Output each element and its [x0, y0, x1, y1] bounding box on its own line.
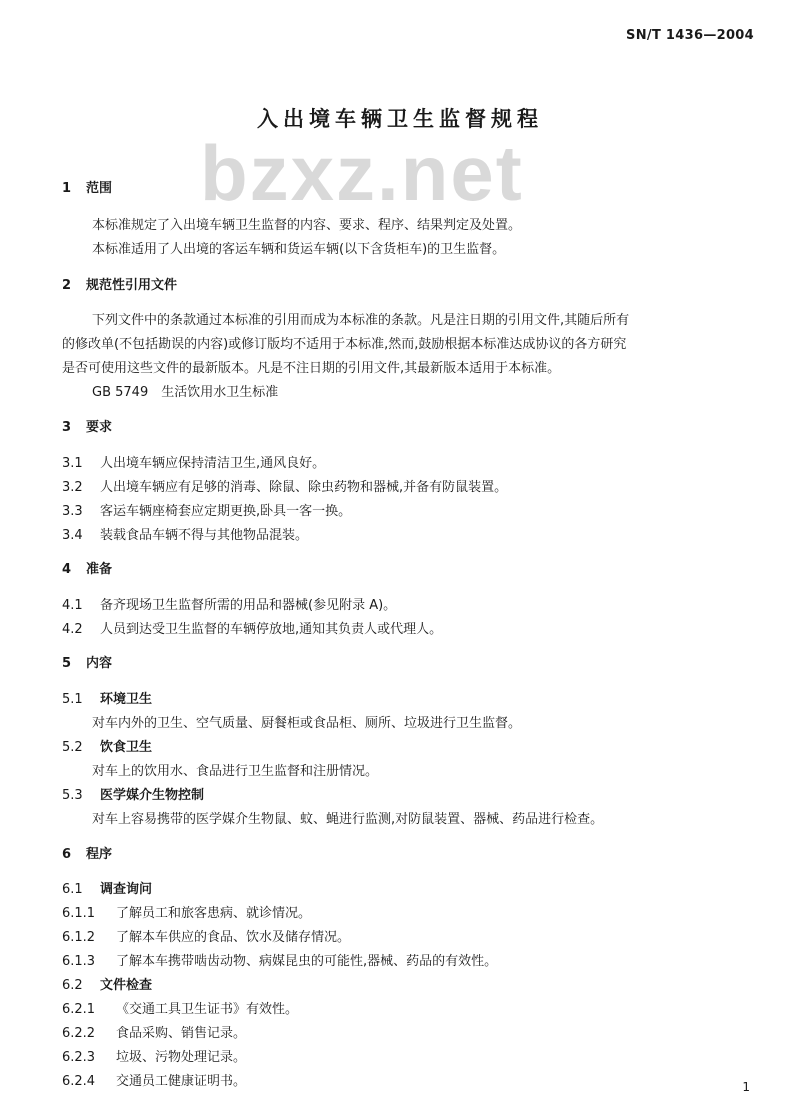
subsection-title: 文件检查 — [100, 978, 153, 993]
clause-text: 装载食品车辆不得与其他物品混装。 — [100, 528, 309, 543]
clause-text: 食品采购、销售记录。 — [116, 1026, 247, 1041]
paragraph: 下列文件中的条款通过本标准的引用而成为本标准的条款。凡是注日期的引用文件,其随后所有 — [92, 313, 630, 328]
clause — [62, 926, 350, 945]
section-title: 准备 — [86, 562, 113, 577]
clause-number: 6.1.3 — [62, 954, 96, 969]
paragraph: 对车上容易携带的医学媒介生物鼠、蚊、蝇进行监测,对防鼠装置、器械、药品进行检查。 — [92, 812, 604, 827]
section-number: 3 — [62, 420, 72, 435]
section-title: 规范性引用文件 — [86, 278, 178, 293]
clause-number: 6.2.3 — [62, 1050, 96, 1065]
section-number: 5 — [62, 656, 72, 671]
clause — [62, 950, 497, 969]
clause-text: 了解员工和旅客患病、就诊情况。 — [116, 906, 312, 921]
subsection-title: 饮食卫生 — [100, 740, 153, 755]
clause-number: 3.2 — [62, 480, 83, 495]
paragraph: 是否可使用这些文件的最新版本。凡是不注日期的引用文件,其最新版本适用于本标准。 — [62, 361, 561, 376]
clause-number: 6.1 — [62, 882, 83, 897]
section-number: 1 — [62, 181, 72, 196]
clause-number: 4.2 — [62, 622, 83, 637]
clause — [62, 1022, 246, 1041]
paragraph: 的修改单(不包括勘误的内容)或修订版均不适用于本标准,然而,鼓励根据本标准达成协议的各方研究 — [62, 337, 627, 352]
clause-number: 5.3 — [62, 788, 83, 803]
subsection-heading — [62, 784, 204, 803]
section-title: 要求 — [86, 420, 113, 435]
clause-number: 6.2.2 — [62, 1026, 96, 1041]
clause-text: 了解本车供应的食品、饮水及储存情况。 — [116, 930, 351, 945]
document-title: 入出境车辆卫生监督规程 — [257, 107, 543, 131]
subsection-heading — [62, 736, 152, 755]
clause-text: 了解本车携带啮齿动物、病媒昆虫的可能性,器械、药品的有效性。 — [116, 954, 498, 969]
subsection-title: 环境卫生 — [100, 692, 153, 707]
section-heading — [62, 274, 177, 293]
paragraph: 本标准规定了入出境车辆卫生监督的内容、要求、程序、结果判定及处置。 — [92, 218, 522, 233]
paragraph: 对车上的饮用水、食品进行卫生监督和注册情况。 — [92, 764, 379, 779]
clause — [62, 500, 351, 519]
clause-number: 6.1.1 — [62, 906, 96, 921]
clause-number: 6.2.1 — [62, 1002, 96, 1017]
clause-text: 垃圾、污物处理记录。 — [116, 1050, 247, 1065]
watermark: bzxz.net — [200, 129, 524, 217]
clause — [62, 902, 311, 921]
clause-text: 备齐现场卫生监督所需的用品和器械(参见附录 A)。 — [100, 598, 397, 613]
paragraph: 对车内外的卫生、空气质量、厨餐柜或食品柜、厕所、垃圾进行卫生监督。 — [92, 716, 522, 731]
clause-number: 6.2 — [62, 978, 83, 993]
reference-item: GB 5749 生活饮用水卫生标准 — [92, 385, 279, 400]
clause-text: 人员到达受卫生监督的车辆停放地,通知其负责人或代理人。 — [100, 622, 443, 637]
clause — [62, 998, 298, 1017]
clause — [62, 594, 396, 613]
clause-text: 人出境车辆应有足够的消毒、除鼠、除虫药物和器械,并备有防鼠装置。 — [100, 480, 508, 495]
clause-text: 交通员工健康证明书。 — [116, 1074, 247, 1089]
clause — [62, 618, 442, 637]
section-heading — [62, 416, 112, 435]
clause-number: 3.1 — [62, 456, 83, 471]
clause-text: 《交通工具卫生证书》有效性。 — [116, 1002, 299, 1017]
subsection-title: 调查询问 — [100, 882, 153, 897]
clause — [62, 1070, 246, 1089]
clause-number: 3.3 — [62, 504, 83, 519]
clause-number: 6.1.2 — [62, 930, 96, 945]
clause-number: 5.1 — [62, 692, 83, 707]
clause-number: 5.2 — [62, 740, 83, 755]
clause-number: 6.2.4 — [62, 1074, 96, 1089]
subsection-heading — [62, 974, 152, 993]
clause-text: 人出境车辆应保持清洁卫生,通风良好。 — [100, 456, 326, 471]
section-title: 范围 — [86, 181, 113, 196]
section-number: 4 — [62, 562, 72, 577]
clause-number: 4.1 — [62, 598, 83, 613]
page-number: 1 — [742, 1080, 750, 1094]
section-heading — [62, 177, 112, 196]
section-number: 2 — [62, 278, 72, 293]
section-title: 内容 — [86, 656, 113, 671]
clause — [62, 452, 325, 471]
paragraph: 本标准适用了人出境的客运车辆和货运车辆(以下含货柜车)的卫生监督。 — [92, 242, 506, 257]
clause — [62, 524, 308, 543]
subsection-heading — [62, 878, 152, 897]
section-number: 6 — [62, 847, 72, 862]
standard-number: SN/T 1436—2004 — [626, 28, 754, 43]
section-heading — [62, 843, 112, 862]
clause — [62, 1046, 246, 1065]
subsection-heading — [62, 688, 152, 707]
clause-number: 3.4 — [62, 528, 83, 543]
clause — [62, 476, 507, 495]
clause-text: 客运车辆座椅套应定期更换,卧具一客一换。 — [100, 504, 352, 519]
section-title: 程序 — [86, 847, 113, 862]
section-heading — [62, 652, 112, 671]
subsection-title: 医学媒介生物控制 — [100, 788, 205, 803]
section-heading — [62, 558, 112, 577]
